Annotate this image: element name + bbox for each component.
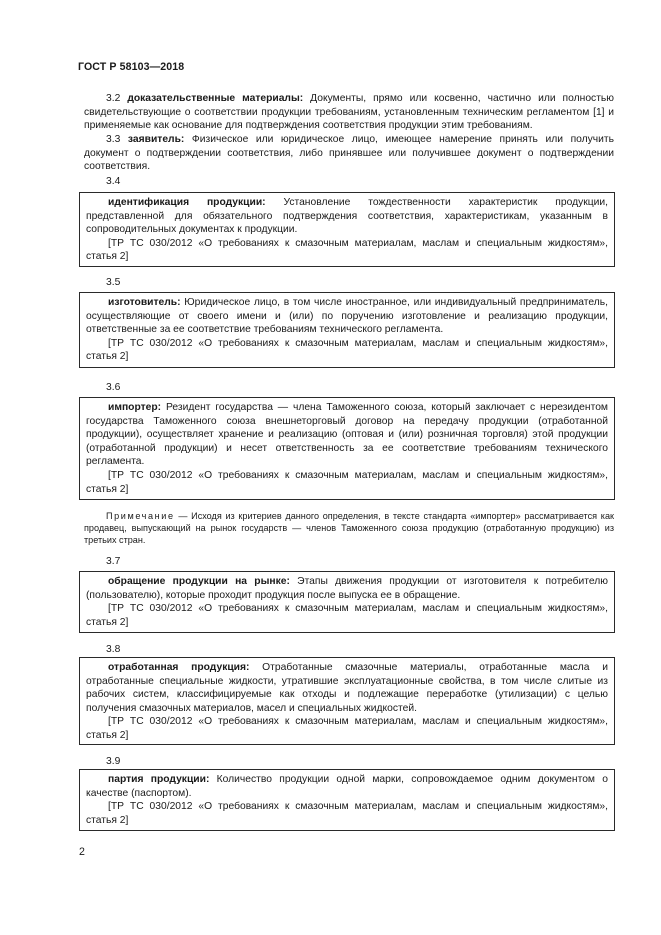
clause-number-3-8: 3.8	[106, 644, 121, 655]
term: доказательственные материалы:	[127, 93, 304, 104]
definition-text: Отработанные смазочные материалы, отработанные масла и отработанные специальные жидкости, утратившие эксплуатационные свойства, в том числе слитые из рабочих систем, классифицируемые как отходы и подлежащие переработке (утилизации) с целью получения смазочных материалов, масел и специальных жидкостей.	[86, 662, 608, 714]
definition-text: Документы, прямо или косвенно, частично или полностью свидетельствующие о соответствии продукции требованиям, установленным техническим регламентом [1] и применяемые как основание для подтверждения соответствия продукции этим требованиям.	[84, 93, 614, 132]
definition-text: Этапы движения продукции от изготовителя к потребителю (пользователю), которые проходит продукция после выпуска ее в обращение.	[86, 576, 608, 601]
definition-box-3-4	[79, 192, 615, 267]
document-code-header: ГОСТ Р 58103—2018	[78, 61, 185, 73]
note-label: Примечание	[106, 511, 175, 521]
term: импортер:	[108, 402, 162, 413]
definition-3-2	[84, 92, 614, 133]
note	[84, 510, 614, 546]
definition-box-3-7	[79, 571, 615, 633]
clause-number-3-4: 3.4	[106, 176, 121, 187]
source-reference: [ТР ТС 030/2012 «О требованиях к смазочным материалам, маслам и специальным жидкостям», статья 2]	[86, 801, 608, 826]
definition-text: Установление тождественности характеристик продукции, представленной для обязательного подтверждения соответствия, характеристикам, указанным в сопроводительных документах к продукции.	[86, 197, 608, 236]
definition-box-3-9	[79, 769, 615, 831]
definition-3-3	[84, 133, 614, 174]
clause-number-3-7: 3.7	[106, 556, 121, 567]
definition-box-3-5	[79, 292, 615, 368]
source-reference: [ТР ТС 030/2012 «О требованиях к смазочным материалам, маслам и специальным жидкостям», статья 2]	[86, 603, 608, 628]
clause-number-3-6: 3.6	[106, 382, 121, 393]
source-reference: [ТР ТС 030/2012 «О требованиях к смазочным материалам, маслам и специальным жидкостям», статья 2]	[86, 237, 608, 263]
clause-number-3-9: 3.9	[106, 756, 121, 767]
source-reference: [ТР ТС 030/2012 «О требованиях к смазочным материалам, маслам и специальным жидкостям», статья 2]	[86, 337, 608, 363]
clause-number: 3.2	[106, 93, 121, 104]
term: обращение продукции на рынке:	[108, 576, 290, 587]
term: изготовитель:	[108, 297, 181, 308]
term: отработанная продукция:	[108, 662, 250, 673]
definition-text: Юридическое лицо, в том числе иностранное, или индивидуальный предприниматель, осуществляющие от своего имени и (или) по поручению изготовление и реализацию продукции, ответственные за ее соответствие требованиям технического регламента.	[86, 297, 608, 336]
term: идентификация продукции:	[108, 197, 266, 208]
page-number: 2	[79, 846, 85, 858]
source-reference: [ТР ТС 030/2012 «О требованиях к смазочным материалам, маслам и специальным жидкостям», статья 2]	[86, 716, 608, 741]
term: партия продукции:	[108, 774, 210, 785]
definition-box-3-8	[79, 657, 615, 745]
clause-number-3-5: 3.5	[106, 277, 121, 288]
source-reference: [ТР ТС 030/2012 «О требованиях к смазочным материалам, маслам и специальным жидкостям», статья 2]	[86, 469, 608, 495]
clause-number: 3.3	[106, 134, 121, 145]
definition-box-3-6	[79, 397, 615, 500]
definition-text: Количество продукции одной марки, сопровождаемое одним документом о качестве (паспортом).	[86, 774, 609, 799]
note-text: — Исходя из критериев данного определения, в тексте стандарта «импортер» рассматривается как продавец, выпускающий на рынок государств — членов Таможенного союза продукцию (отработанную продукцию) из третьих стран.	[84, 511, 614, 545]
definition-text: Резидент государства — члена Таможенного союза, который заключает с нерезидентом государства Таможенного союза внешнеторговый договор на передачу продукции (отработанной продукции), осуществляет хранение и реализацию (оптовая и (или) розничная торговля) этой продукции (отработанной продукции) и несет ответственность за ее соответствие требованиям технического регламента.	[86, 402, 608, 468]
definition-text: Физическое или юридическое лицо, имеющее намерение принять или получить документ о подтверждении соответствия, либо принявшее или получившее документ о подтверждении соответствия.	[84, 134, 614, 173]
term: заявитель:	[127, 134, 185, 145]
